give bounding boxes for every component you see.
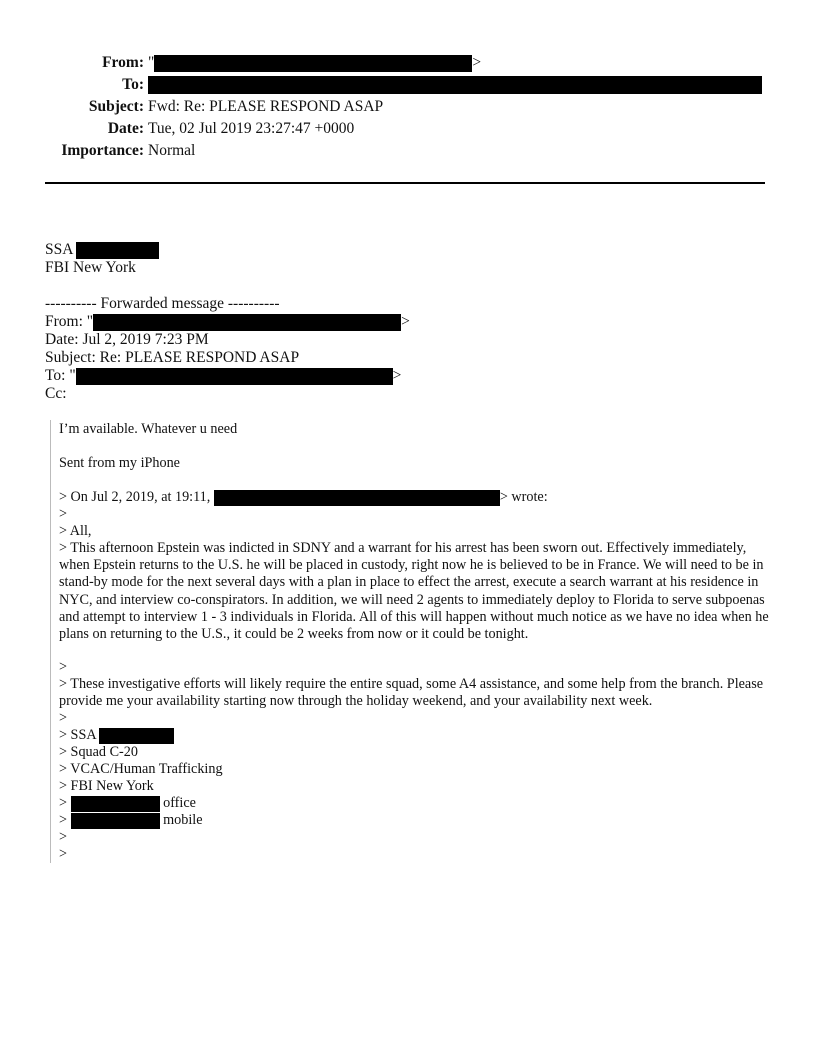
quoted-paragraph-1: > This afternoon Epstein was indicted in SDNY and a warrant for his arrest has been sworn out. Effectively immediately, when Epstein returns to the U.S. he will be placed in custody, right now he is believed to be in France. We will need to be in stand-by mode for the next several days with a plan in place to effect the arrest, execute a search warrant at his residence in NYC, and interview co-conspirators. In addition, we will need 2 agents to immediately deploy to Florida to serve subpoenas and attempt to interview 1 - 3 individuals in Florida. All of this will happen without much notice as we have no idea when he plans on returning to the U.S., it could be 2 weeks from now or it could be tonight. <box>59 540 769 643</box>
date-label: Date: <box>107 120 144 137</box>
from-label: From: <box>102 54 144 71</box>
subject-value: Fwd: Re: PLEASE RESPOND ASAP <box>148 98 384 115</box>
redaction-block <box>76 368 393 385</box>
gt-mark: > <box>59 812 68 828</box>
redaction-block <box>76 242 159 259</box>
to-value <box>148 75 762 95</box>
quoted-intro <box>59 489 548 506</box>
header-importance-row <box>0 141 816 161</box>
fwd-to-text: To: " <box>45 367 76 384</box>
quoted-all: > All, <box>59 523 92 539</box>
quoted-sig-unit: > VCAC/Human Trafficking <box>59 761 223 777</box>
quoted-sig-office: > FBI New York <box>59 778 154 794</box>
quoted-sig-ssa <box>59 727 174 744</box>
quoted-sig-squad: > Squad C-20 <box>59 744 138 760</box>
quoted-mobile-phone <box>59 812 203 829</box>
quoted-gt-line: > <box>59 846 68 862</box>
header-divider <box>45 182 765 184</box>
forwarded-date: Date: Jul 2, 2019 7:23 PM <box>45 331 209 348</box>
gt-mark: > <box>59 795 68 811</box>
redaction-block <box>214 490 500 506</box>
quoted-paragraph-2: > These investigative efforts will likely require the entire squad, some A4 assistance, and some help from the branch. Please provide me your availability starting now through the holiday weekend, and your availability next week. <box>59 676 764 710</box>
ssa-text: SSA <box>45 241 73 258</box>
quote-bar <box>50 420 51 863</box>
forwarded-subject: Subject: Re: PLEASE RESPOND ASAP <box>45 349 300 366</box>
redaction-block <box>99 728 174 744</box>
date-value: Tue, 02 Jul 2019 23:27:47 +0000 <box>148 120 355 137</box>
quoted-gt-line: > <box>59 506 68 522</box>
quoted-gt-line: > <box>59 710 68 726</box>
header-from-row <box>0 53 816 73</box>
quoted-gt-line: > <box>59 829 68 845</box>
forwarded-divider: ---------- Forwarded message ---------- <box>45 295 280 312</box>
signature-office: FBI New York <box>45 259 136 276</box>
reply-line-iphone: Sent from my iPhone <box>59 455 180 471</box>
subject-label: Subject: <box>88 98 144 115</box>
reply-line-available: I’m available. Whatever u need <box>59 421 238 437</box>
from-quote: " <box>148 54 155 71</box>
header-date-row <box>0 119 816 139</box>
intro-suffix: > wrote: <box>499 489 548 505</box>
importance-label: Importance: <box>61 142 144 159</box>
sig-ssa-text: > SSA <box>59 727 96 743</box>
redaction-block <box>154 55 472 72</box>
redaction-block <box>93 314 401 331</box>
quoted-gt-line: > <box>59 659 68 675</box>
to-label: To: <box>122 76 144 93</box>
forwarded-cc: Cc: <box>45 385 67 402</box>
fwd-from-bracket: > <box>401 313 410 330</box>
redaction-block <box>71 813 160 829</box>
office-label: office <box>163 795 196 811</box>
header-subject-row <box>0 97 816 117</box>
forwarded-to <box>45 367 401 385</box>
fwd-to-bracket: > <box>392 367 402 384</box>
importance-value: Normal <box>148 142 196 159</box>
forwarded-from <box>45 313 410 331</box>
fwd-from-text: From: " <box>45 313 94 330</box>
redaction-block <box>148 76 762 94</box>
from-bracket: > <box>472 54 482 71</box>
header-to-row <box>0 75 816 95</box>
quoted-office-phone <box>59 795 196 812</box>
redaction-block <box>71 796 160 812</box>
signature-ssa <box>45 241 159 259</box>
mobile-label: mobile <box>163 812 203 828</box>
intro-text: > On Jul 2, 2019, at 19:11, <box>59 489 211 505</box>
from-value <box>148 53 481 73</box>
